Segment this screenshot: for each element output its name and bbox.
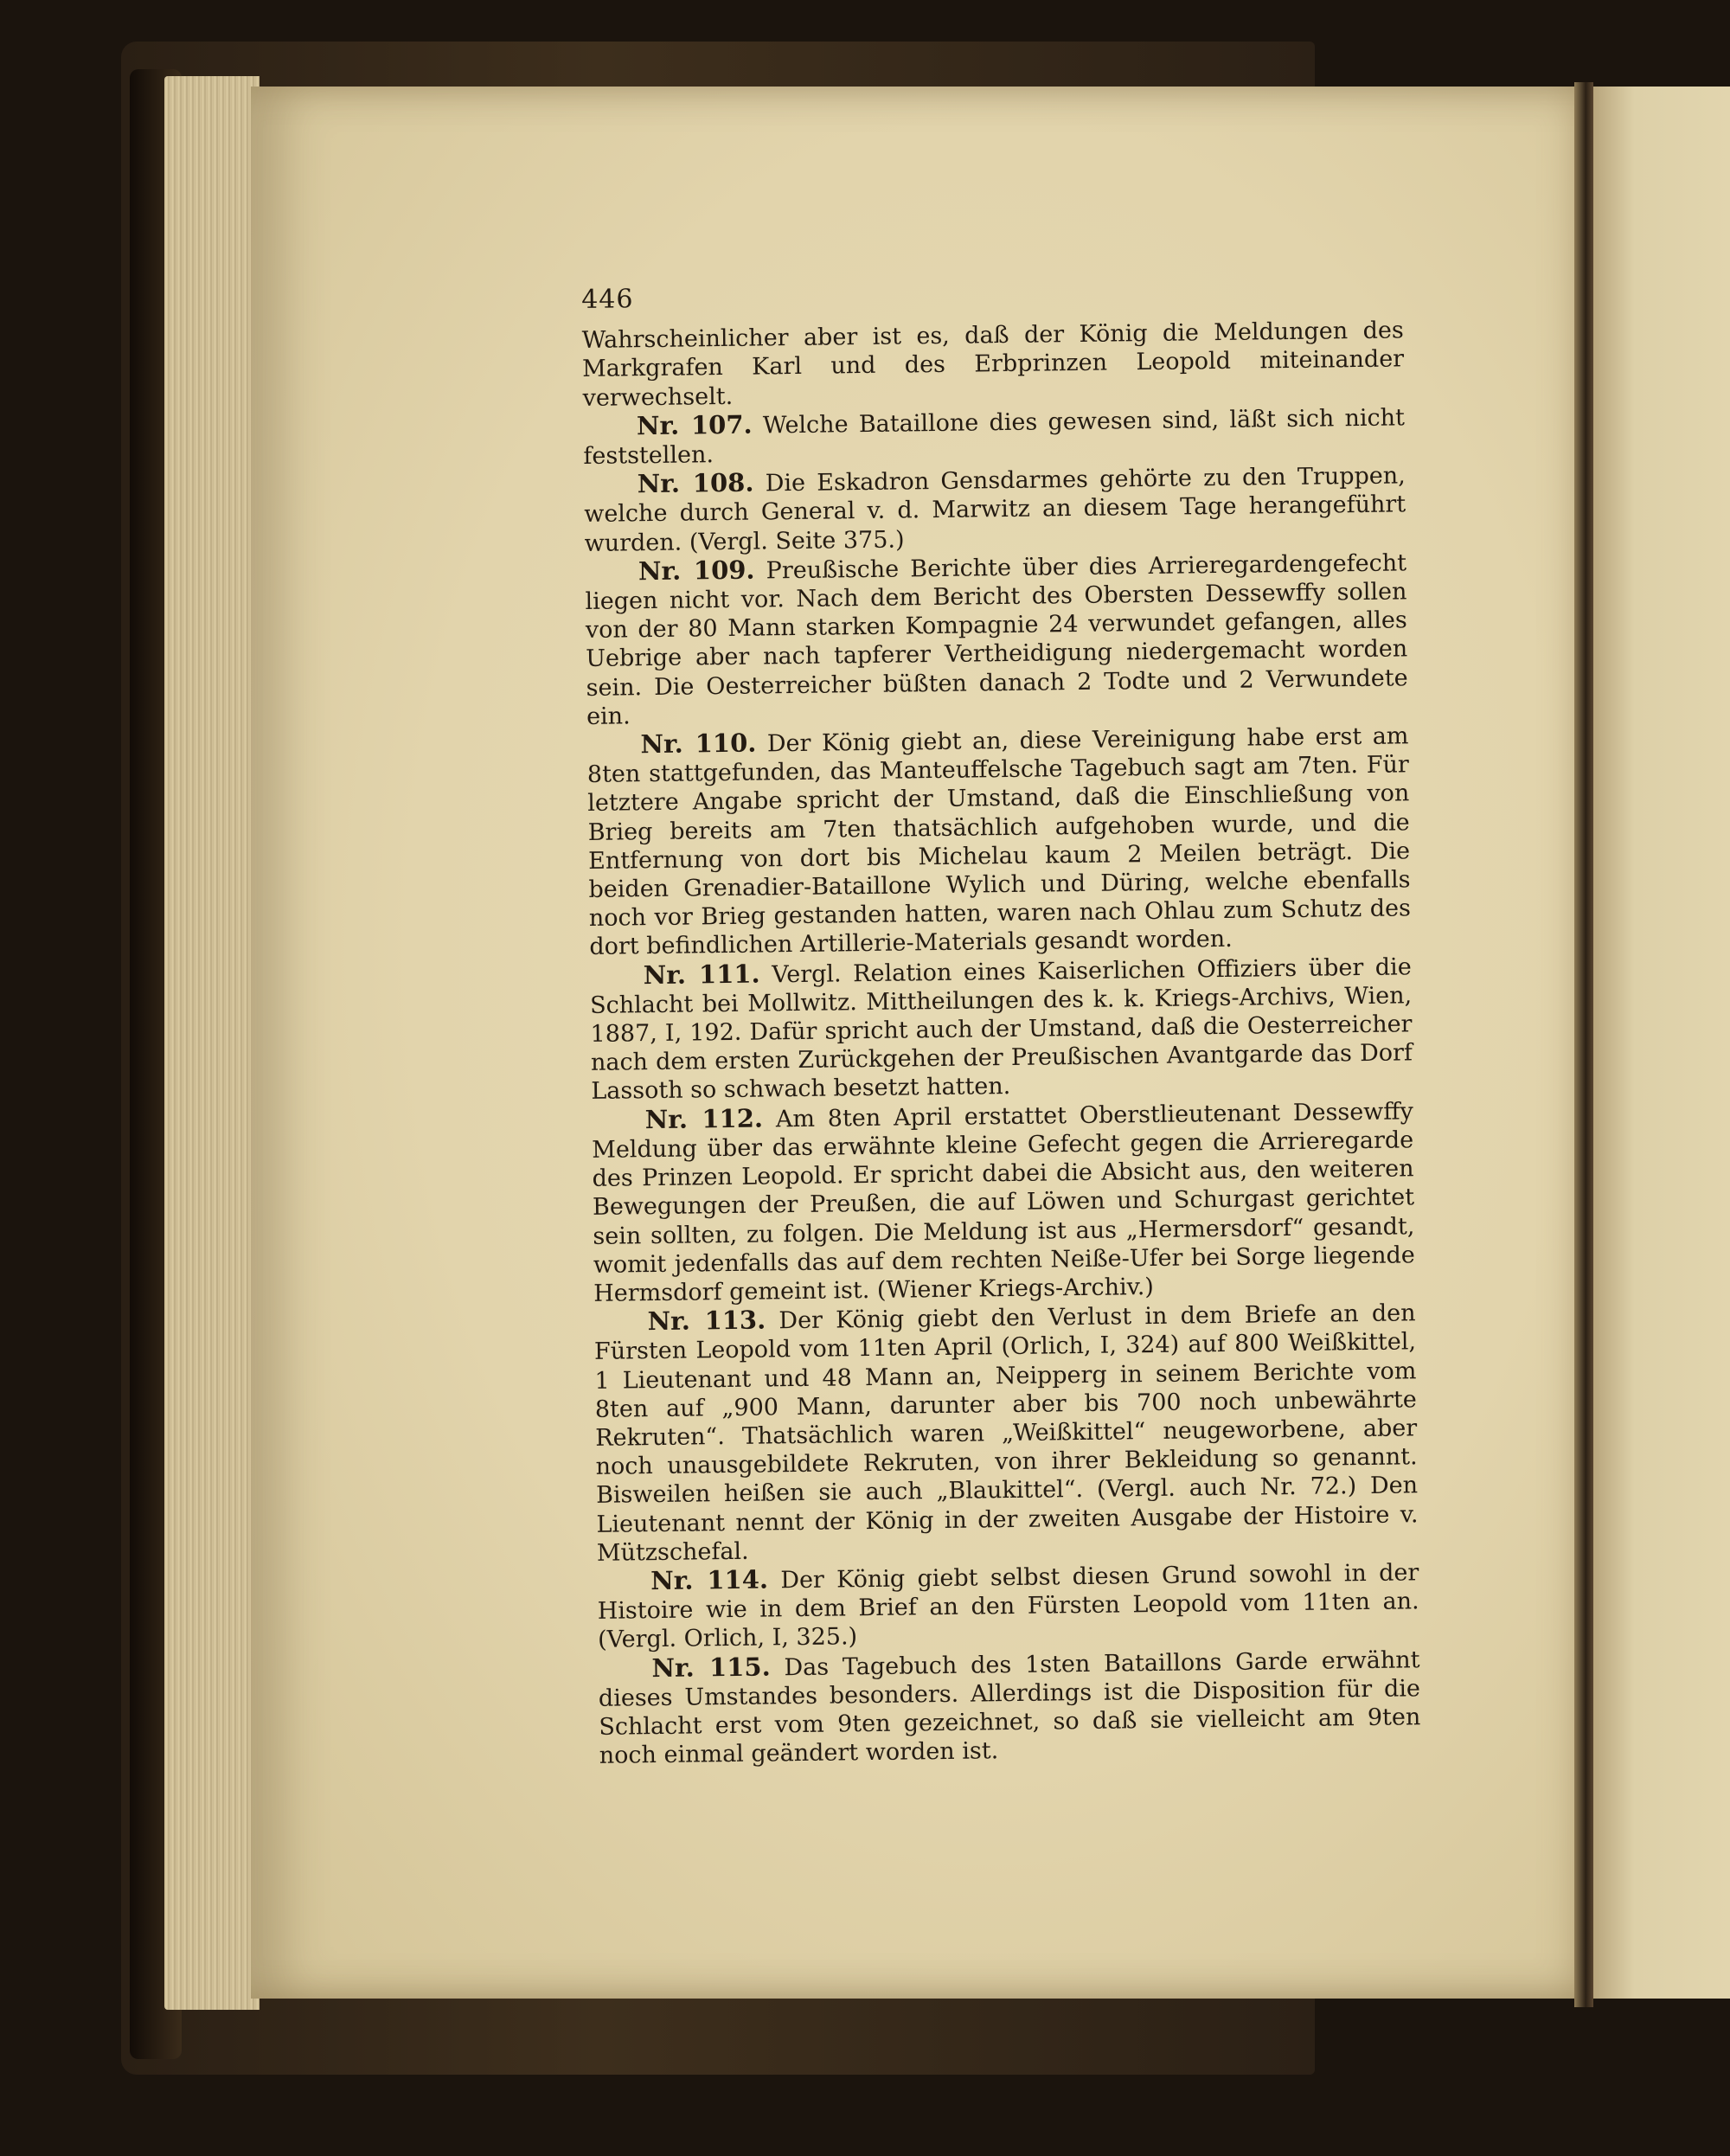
paragraph <box>585 548 1408 731</box>
paragraph-text: Das Tagebuch des 1sten Bataillons Garde erwähnt dieses Umstandes besonders. Allerdings ist die Disposition für die Schlacht erst vom 9ten gezeichnet, so daß sie vielleicht am 9ten noch einmal geändert worden ist. <box>598 1646 1421 1770</box>
paragraph-text: Die Eskadron Gensdarmes gehörte zu den Truppen, welche durch General v. d. Marwitz an diesem Tage herangeführt wurden. (Vergl. Seite 375.) <box>584 462 1406 557</box>
facing-page-edge <box>1593 87 1730 1999</box>
paragraph-list <box>582 317 1421 1771</box>
paragraph-text: Preußische Berichte über dies Arrieregardengefecht liegen nicht vor. Nach dem Bericht des Obersten Dessewffy sollen von der 80 Mann starken Kompagnie 24 verwundet gefangen, alles Uebrige aber nach tapferer Vertheidigung niedergemacht worden sein. Die Oesterreicher büßten danach 2 Todte und 2 Verwundete ein. <box>585 549 1408 730</box>
paragraph-text: Der König giebt an, diese Vereinigung habe erst am 8ten stattgefunden, das Manteuffelsche Tagebuch sagt am 7ten. Für letztere Angabe spricht der Umstand, daß die Einschließung von Brieg bereits am 7ten thatsächlich aufgehoben wurde, und die Entfernung von dort bis Michelau kaum 2 Meilen beträgt. Die beiden Grenadier-Bataillone Wylich und Düring, welche ebenfalls noch vor Brieg gestanden hatten, waren nach Ohlau zum Schutz des dort befindlichen Artillerie-Materials gesandt worden. <box>586 722 1412 961</box>
paragraph <box>593 1298 1419 1567</box>
page-number: 446 <box>580 284 634 315</box>
paragraph-text: Am 8ten April erstattet Oberstlieutenant Dessewffy Meldung über das erwähnte kleine Gefecht gegen die Arrieregarde des Prinzen Leopold. Er spricht dabei die Absicht aus, den weiteren Bewegungen der Preußen, die auf Löwen und Schurgast gerichtet sein sollten, zu folgen. Die Meldung ist aus „Hermersdorf“ gesandt, womit jedenfalls das auf dem rechten Neiße-Ufer bei Sorge liegende Hermsdorf gemeint ist. (Wiener Kriegs-Archiv.) <box>592 1098 1415 1307</box>
paragraph-text: Der König giebt den Verlust in dem Briefe an den Fürsten Leopold vom 11ten April (Orlich, I, 324) auf 800 Weißkittel, 1 Lieutenant und 48 Mann an, Neipperg in seinem Berichte vom 8ten auf „900 Mann, darunter aber bis 700 noch unbewährte Rekruten“. Thatsächlich waren „Weißkittel“ neugeworbene, aber noch unausgebildete Rekruten, von ihrer Bekleidung so genannt. Bisweilen heißen sie auch „Blaukittel“. (Vergl. auch Nr. 72.) Den Lieutenant nennt der König in der zweiten Ausgabe der Histoire v. Mützschefal. <box>593 1299 1419 1567</box>
paragraph <box>597 1557 1419 1654</box>
page-text <box>581 275 1421 1770</box>
note-number: Nr. 114. <box>650 1564 769 1596</box>
note-number: Nr. 113. <box>647 1305 766 1337</box>
paragraph-text: Wahrscheinlicher aber ist es, daß der König die Meldungen des Markgrafen Karl und des Erbprinzen Leopold miteinander verwechselt. <box>581 317 1405 412</box>
paragraph <box>590 952 1413 1107</box>
note-number: Nr. 109. <box>638 555 755 587</box>
paragraph <box>586 721 1411 961</box>
book-gutter <box>1574 82 1593 2007</box>
paragraph-text: Welche Bataillone dies gewesen sind, läßt sich nicht feststellen. <box>583 404 1406 470</box>
paragraph <box>583 402 1406 471</box>
paragraph <box>584 461 1406 558</box>
note-number: Nr. 115. <box>651 1651 771 1683</box>
paragraph-text: Der König giebt selbst diesen Grund sowohl in der Histoire wie in dem Brief an den Fürsten Leopold vom 11ten an. (Vergl. Orlich, I, 325.) <box>597 1559 1419 1654</box>
note-number: Nr. 110. <box>640 728 757 760</box>
page-edges <box>164 76 260 2010</box>
paragraph <box>592 1096 1416 1308</box>
note-number: Nr. 107. <box>636 409 753 441</box>
note-number: Nr. 108. <box>637 467 754 499</box>
note-number: Nr. 111. <box>643 959 760 990</box>
note-number: Nr. 112. <box>644 1103 764 1134</box>
paragraph <box>598 1645 1421 1770</box>
paragraph <box>582 317 1405 413</box>
paragraph-text: Vergl. Relation eines Kaiserlichen Offiziers über die Schlacht bei Mollwitz. Mittheilungen des k. k. Kriegs-Archivs, Wien, 1887, I, 192. Dafür spricht auch der Umstand, daß die Oesterreicher nach dem ersten Zurückgehen der Preußischen Avantgarde das Dorf Lassoth so schwach besetzt hatten. <box>589 953 1413 1106</box>
